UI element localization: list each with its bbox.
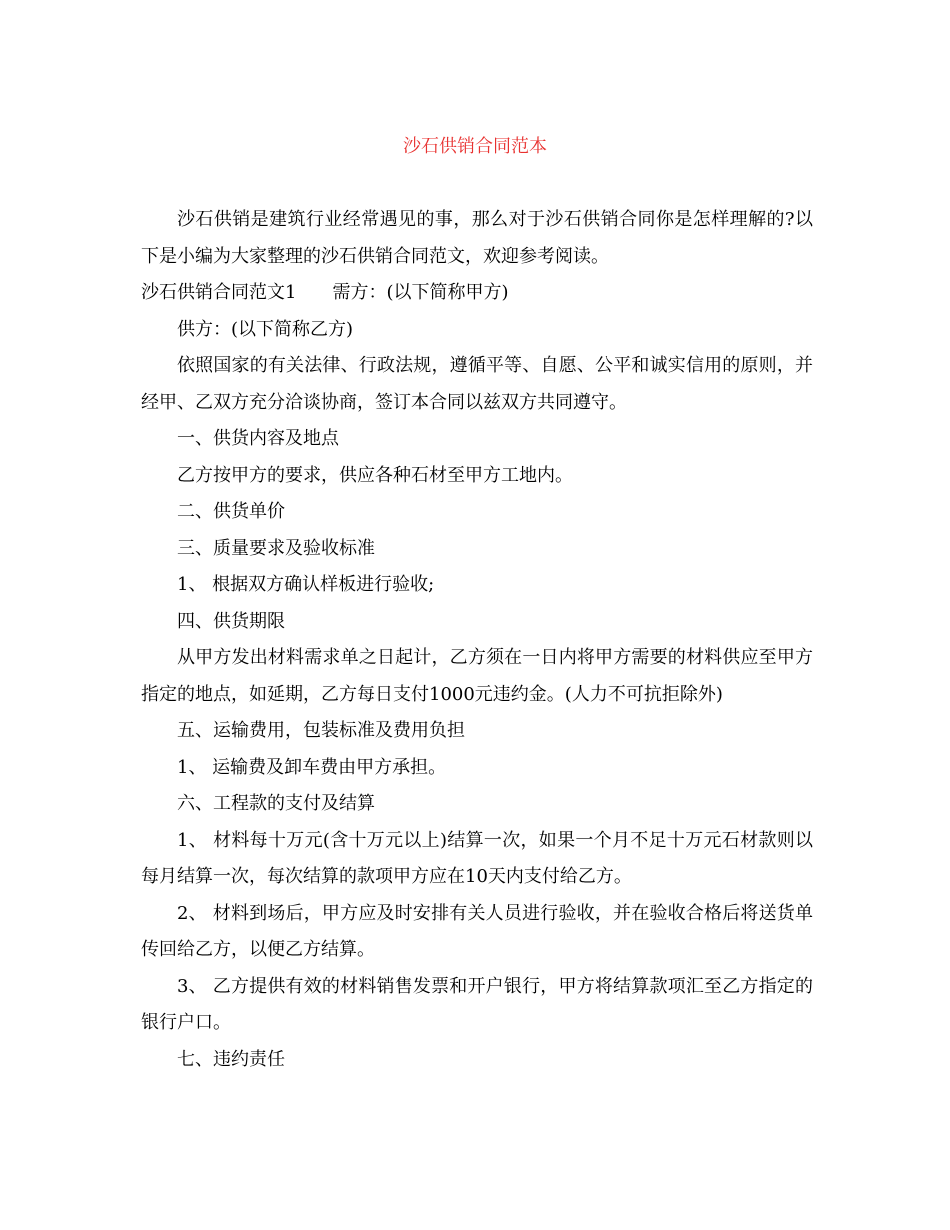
sample-title: 沙石供销合同范文1 (141, 282, 297, 303)
clause-item: 1、 材料每十万元(含十万元以上)结算一次，如果一个月不足十万元石材款则以每月结算一次，每次结算的款项甲方应在10天内支付给乙方。 (141, 829, 813, 887)
section-heading: 七、违约责任 (177, 1048, 285, 1070)
clause-item: 1、 根据双方确认样板进行验收; (177, 574, 435, 595)
section-heading: 六、工程款的支付及结算 (177, 793, 375, 814)
document-body (141, 202, 813, 1078)
paragraph: 乙方按甲方的要求，供应各种石材至甲方工地内。 (177, 464, 573, 486)
clause-item: 2、 材料到场后，甲方应及时安排有关人员进行验收，并在验收合格后将送货单传回给乙方，以便乙方结算。 (141, 902, 813, 960)
section-heading: 二、供货单价 (177, 501, 285, 522)
preamble-paragraph: 依照国家的有关法律、行政法规，遵循平等、自愿、公平和诚实信用的原则，并经甲、乙双方充分洽谈协商，签订本合同以兹双方共同遵守。 (141, 355, 813, 413)
clause-item: 1、 运输费及卸车费由甲方承担。 (177, 756, 447, 778)
document-title: 沙石供销合同范本 (403, 136, 547, 157)
paragraph: 从甲方发出材料需求单之日起计，乙方须在一日内将甲方需要的材料供应至甲方指定的地点，如延期，乙方每日支付1000元违约金。(人力不可抗拒除外) (141, 647, 813, 705)
contract-heading-line (141, 275, 813, 312)
supplier-line: 供方：(以下简称乙方) (177, 318, 354, 340)
section-heading: 四、供货期限 (177, 610, 285, 632)
section-heading: 一、供货内容及地点 (177, 428, 339, 449)
section-heading: 三、质量要求及验收标准 (177, 537, 375, 559)
section-heading: 五、运输费用，包装标准及费用负担 (177, 720, 465, 741)
intro-paragraph: 沙石供销是建筑行业经常遇见的事，那么对于沙石供销合同你是怎样理解的?以下是小编为大家整理的沙石供销合同范文，欢迎参考阅读。 (141, 209, 813, 267)
clause-item: 3、 乙方提供有效的材料销售发票和开户银行，甲方将结算款项汇至乙方指定的银行户口。 (141, 975, 813, 1033)
buyer-line: 需方：(以下简称甲方) (332, 282, 509, 303)
